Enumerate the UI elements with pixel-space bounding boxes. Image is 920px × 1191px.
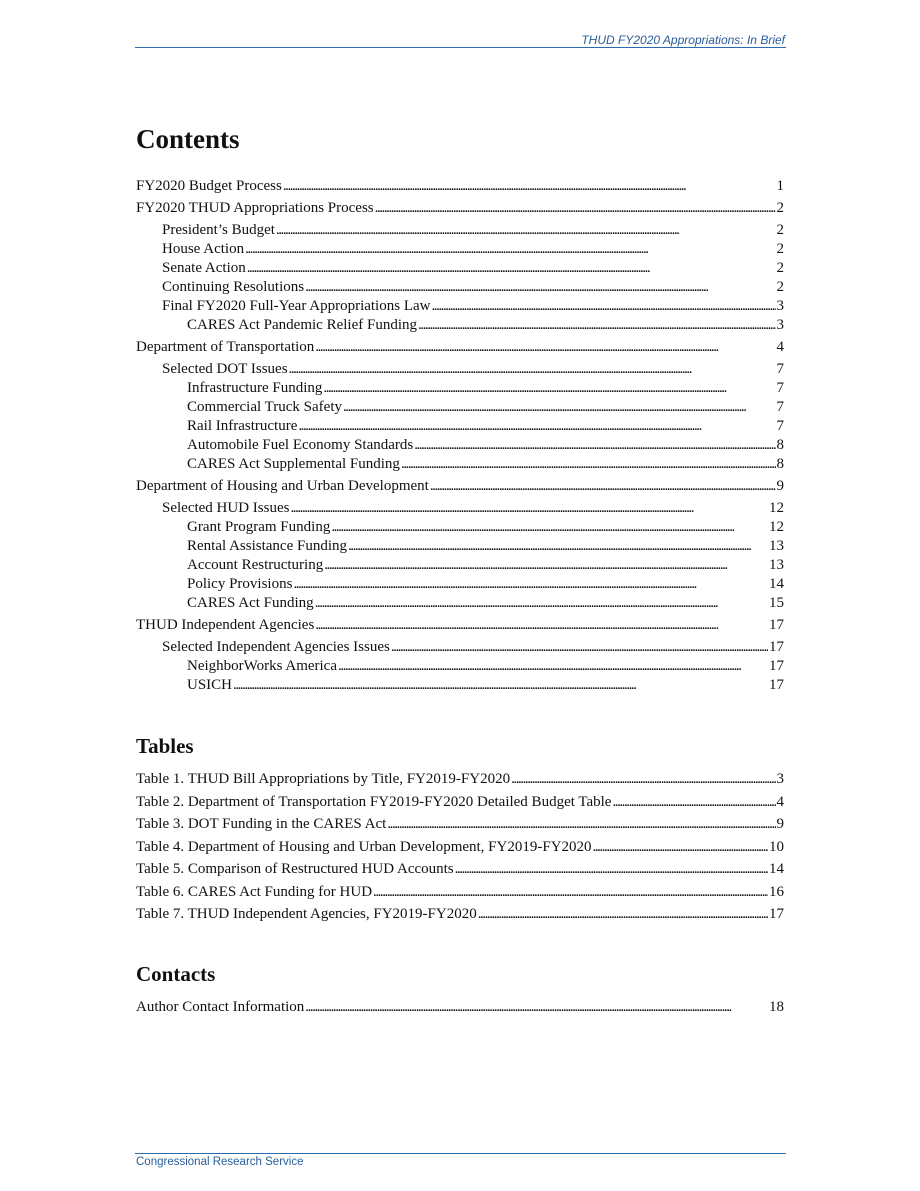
- footer-publisher: Congressional Research Service: [136, 1156, 304, 1168]
- toc-entry[interactable]: [136, 360, 784, 379]
- dot-leader: [593, 836, 768, 859]
- toc-entry[interactable]: [136, 499, 784, 518]
- toc-entry-label[interactable]: Selected DOT Issues: [162, 361, 288, 377]
- toc-entry-page[interactable]: 7: [776, 380, 784, 396]
- toc-entry-page[interactable]: 9: [776, 478, 784, 494]
- toc-entry-page[interactable]: 3: [776, 317, 784, 333]
- toc-entry-label[interactable]: CARES Act Funding: [187, 595, 314, 611]
- toc-entry-page[interactable]: 17: [769, 658, 784, 674]
- toc-entry[interactable]: [136, 398, 784, 417]
- dot-leader: [612, 791, 775, 814]
- dot-leader: [343, 398, 776, 417]
- toc-entry-label[interactable]: CARES Act Supplemental Funding: [187, 456, 400, 472]
- toc-entry-page[interactable]: 18: [769, 999, 784, 1015]
- toc-entry[interactable]: [136, 518, 784, 537]
- dot-leader: [431, 297, 775, 316]
- dot-leader: [233, 676, 768, 695]
- toc-entry[interactable]: [136, 177, 784, 196]
- dot-leader: [323, 379, 775, 398]
- toc-entry[interactable]: [136, 858, 784, 881]
- toc-entry-page[interactable]: 17: [769, 677, 784, 693]
- dot-leader: [387, 813, 775, 836]
- toc-entry-page[interactable]: 4: [776, 339, 784, 355]
- toc-entry-page[interactable]: 14: [769, 576, 784, 592]
- dot-leader: [247, 259, 776, 278]
- toc-entry-label[interactable]: Rail Infrastructure: [187, 418, 298, 434]
- toc-entry[interactable]: [136, 338, 784, 357]
- toc-entry-label[interactable]: Table 3. DOT Funding in the CARES Act: [136, 816, 387, 832]
- dot-leader: [289, 360, 776, 379]
- contents-list: [136, 174, 784, 695]
- toc-entry-page[interactable]: 9: [776, 816, 784, 832]
- toc-entry-page[interactable]: 17: [769, 617, 784, 633]
- toc-entry-page[interactable]: 17: [769, 639, 784, 655]
- dot-leader: [331, 518, 768, 537]
- toc-entry[interactable]: [136, 199, 784, 218]
- dot-leader: [348, 537, 768, 556]
- toc-entry-label[interactable]: Table 7. THUD Independent Agencies, FY2019-FY2020: [136, 906, 477, 922]
- toc-entry-page[interactable]: 17: [769, 906, 784, 922]
- toc-entry-page[interactable]: 13: [769, 557, 784, 573]
- toc-entry[interactable]: [136, 881, 784, 904]
- dot-leader: [293, 575, 768, 594]
- dot-leader: [305, 278, 775, 297]
- toc-entry[interactable]: [136, 259, 784, 278]
- toc-entry-label[interactable]: CARES Act Pandemic Relief Funding: [187, 317, 417, 333]
- toc-entry[interactable]: [136, 221, 784, 240]
- toc-entry[interactable]: [136, 477, 784, 496]
- toc-entry[interactable]: [136, 379, 784, 398]
- toc-entry-page[interactable]: 12: [769, 500, 784, 516]
- toc-entry[interactable]: [136, 676, 784, 695]
- dot-leader: [245, 240, 775, 259]
- footer-divider: [135, 1153, 786, 1154]
- toc-entry-label[interactable]: Rental Assistance Funding: [187, 538, 347, 554]
- dot-leader: [276, 221, 776, 240]
- toc-entry-label[interactable]: Final FY2020 Full-Year Appropriations Law: [162, 298, 431, 314]
- toc-entry[interactable]: [136, 638, 784, 657]
- contents-heading: Contents: [136, 124, 240, 154]
- dot-leader: [511, 768, 775, 791]
- dot-leader: [418, 316, 776, 335]
- toc-entry-label[interactable]: Account Restructuring: [187, 557, 324, 573]
- toc-entry[interactable]: [136, 768, 784, 791]
- toc-entry-page[interactable]: 8: [776, 437, 784, 453]
- toc-entry-label[interactable]: Grant Program Funding: [187, 519, 331, 535]
- toc-entry-page[interactable]: 2: [776, 200, 784, 216]
- dot-leader: [391, 638, 768, 657]
- toc-entry[interactable]: [136, 791, 784, 814]
- toc-entry-page[interactable]: 10: [769, 838, 784, 855]
- toc-entry[interactable]: [136, 996, 784, 1019]
- toc-entry-label[interactable]: Selected Independent Agencies Issues: [162, 639, 390, 655]
- toc-entry-label[interactable]: Table 2. Department of Transportation FY2019-FY2020 Detailed Budget Table: [136, 793, 612, 810]
- toc-entry[interactable]: [136, 297, 784, 316]
- contacts-list: [136, 996, 784, 1019]
- toc-entry-label[interactable]: Selected HUD Issues: [162, 500, 290, 516]
- toc-entry-label[interactable]: President’s Budget: [162, 222, 275, 238]
- toc-entry-label[interactable]: Department of Transportation: [136, 339, 315, 355]
- toc-entry[interactable]: [136, 903, 784, 926]
- toc-entry[interactable]: [136, 836, 784, 859]
- toc-entry-page[interactable]: 7: [776, 418, 784, 434]
- toc-entry-page[interactable]: 3: [776, 298, 784, 314]
- header-divider: [135, 47, 786, 48]
- toc-entry-label[interactable]: THUD Independent Agencies: [136, 617, 315, 633]
- dot-leader: [414, 436, 775, 455]
- toc-entry-label[interactable]: Senate Action: [162, 260, 246, 276]
- toc-entry-label[interactable]: Table 1. THUD Bill Appropriations by Title, FY2019-FY2020: [136, 771, 511, 787]
- toc-entry-page[interactable]: 16: [769, 883, 784, 900]
- dot-leader: [324, 556, 768, 575]
- toc-entry[interactable]: [136, 594, 784, 613]
- tables-list: [136, 768, 784, 926]
- dot-leader: [315, 616, 768, 635]
- dot-leader: [375, 199, 776, 218]
- toc-entry-page[interactable]: 8: [776, 456, 784, 472]
- toc-entry[interactable]: [136, 657, 784, 676]
- dot-leader: [338, 657, 768, 676]
- toc-entry-page[interactable]: 13: [769, 538, 784, 554]
- toc-entry-label[interactable]: Author Contact Information: [136, 999, 305, 1015]
- toc-entry-label[interactable]: Table 5. Comparison of Restructured HUD Accounts: [136, 861, 454, 877]
- toc-entry-page[interactable]: 1: [776, 178, 784, 194]
- toc-entry-label[interactable]: Continuing Resolutions: [162, 279, 305, 295]
- toc-entry-label[interactable]: FY2020 THUD Appropriations Process: [136, 200, 374, 216]
- dot-leader: [315, 338, 775, 357]
- toc-entry-label[interactable]: House Action: [162, 241, 245, 257]
- dot-leader: [373, 881, 768, 904]
- toc-entry-page[interactable]: 15: [769, 595, 784, 611]
- toc-entry[interactable]: [136, 417, 784, 436]
- toc-entry-page[interactable]: 7: [776, 399, 784, 415]
- dot-leader: [283, 177, 776, 196]
- dot-leader: [401, 455, 776, 474]
- toc-entry[interactable]: [136, 455, 784, 474]
- dot-leader: [298, 417, 775, 436]
- toc-entry-label[interactable]: Policy Provisions: [187, 576, 293, 592]
- toc-entry-page[interactable]: 2: [776, 279, 784, 295]
- toc-entry-page[interactable]: 2: [776, 222, 784, 238]
- toc-entry[interactable]: [136, 813, 784, 836]
- toc-entry[interactable]: [136, 575, 784, 594]
- dot-leader: [455, 858, 768, 881]
- running-header: THUD FY2020 Appropriations: In Brief: [581, 33, 785, 47]
- toc-entry[interactable]: [136, 436, 784, 455]
- toc-entry-page[interactable]: 7: [776, 361, 784, 377]
- toc-entry-label[interactable]: Table 4. Department of Housing and Urban Development, FY2019-FY2020: [136, 838, 592, 855]
- toc-entry[interactable]: [136, 278, 784, 297]
- toc-entry-label[interactable]: USICH: [187, 677, 233, 693]
- toc-entry-label[interactable]: Table 6. CARES Act Funding for HUD: [136, 883, 373, 900]
- dot-leader: [305, 996, 768, 1019]
- contacts-heading: Contacts: [136, 962, 216, 986]
- toc-entry-page[interactable]: 14: [769, 861, 784, 877]
- toc-entry[interactable]: [136, 240, 784, 259]
- toc-entry-page[interactable]: 12: [769, 519, 784, 535]
- toc-entry[interactable]: [136, 537, 784, 556]
- dot-leader: [478, 903, 768, 926]
- dot-leader: [290, 499, 768, 518]
- dot-leader: [315, 594, 768, 613]
- toc-entry-label[interactable]: Department of Housing and Urban Development: [136, 478, 429, 494]
- toc-entry-page[interactable]: 3: [776, 771, 784, 787]
- toc-entry-page[interactable]: 2: [776, 260, 784, 276]
- toc-entry-page[interactable]: 4: [776, 793, 784, 810]
- toc-entry[interactable]: [136, 616, 784, 635]
- toc-entry[interactable]: [136, 556, 784, 575]
- toc-entry-label[interactable]: Infrastructure Funding: [187, 380, 323, 396]
- toc-entry[interactable]: [136, 316, 784, 335]
- toc-entry-label[interactable]: Automobile Fuel Economy Standards: [187, 437, 414, 453]
- toc-entry-label[interactable]: FY2020 Budget Process: [136, 178, 282, 194]
- tables-heading: Tables: [136, 734, 194, 758]
- dot-leader: [430, 477, 776, 496]
- toc-entry-label[interactable]: Commercial Truck Safety: [187, 399, 342, 415]
- toc-entry-label[interactable]: NeighborWorks America: [187, 658, 337, 674]
- toc-entry-page[interactable]: 2: [776, 241, 784, 257]
